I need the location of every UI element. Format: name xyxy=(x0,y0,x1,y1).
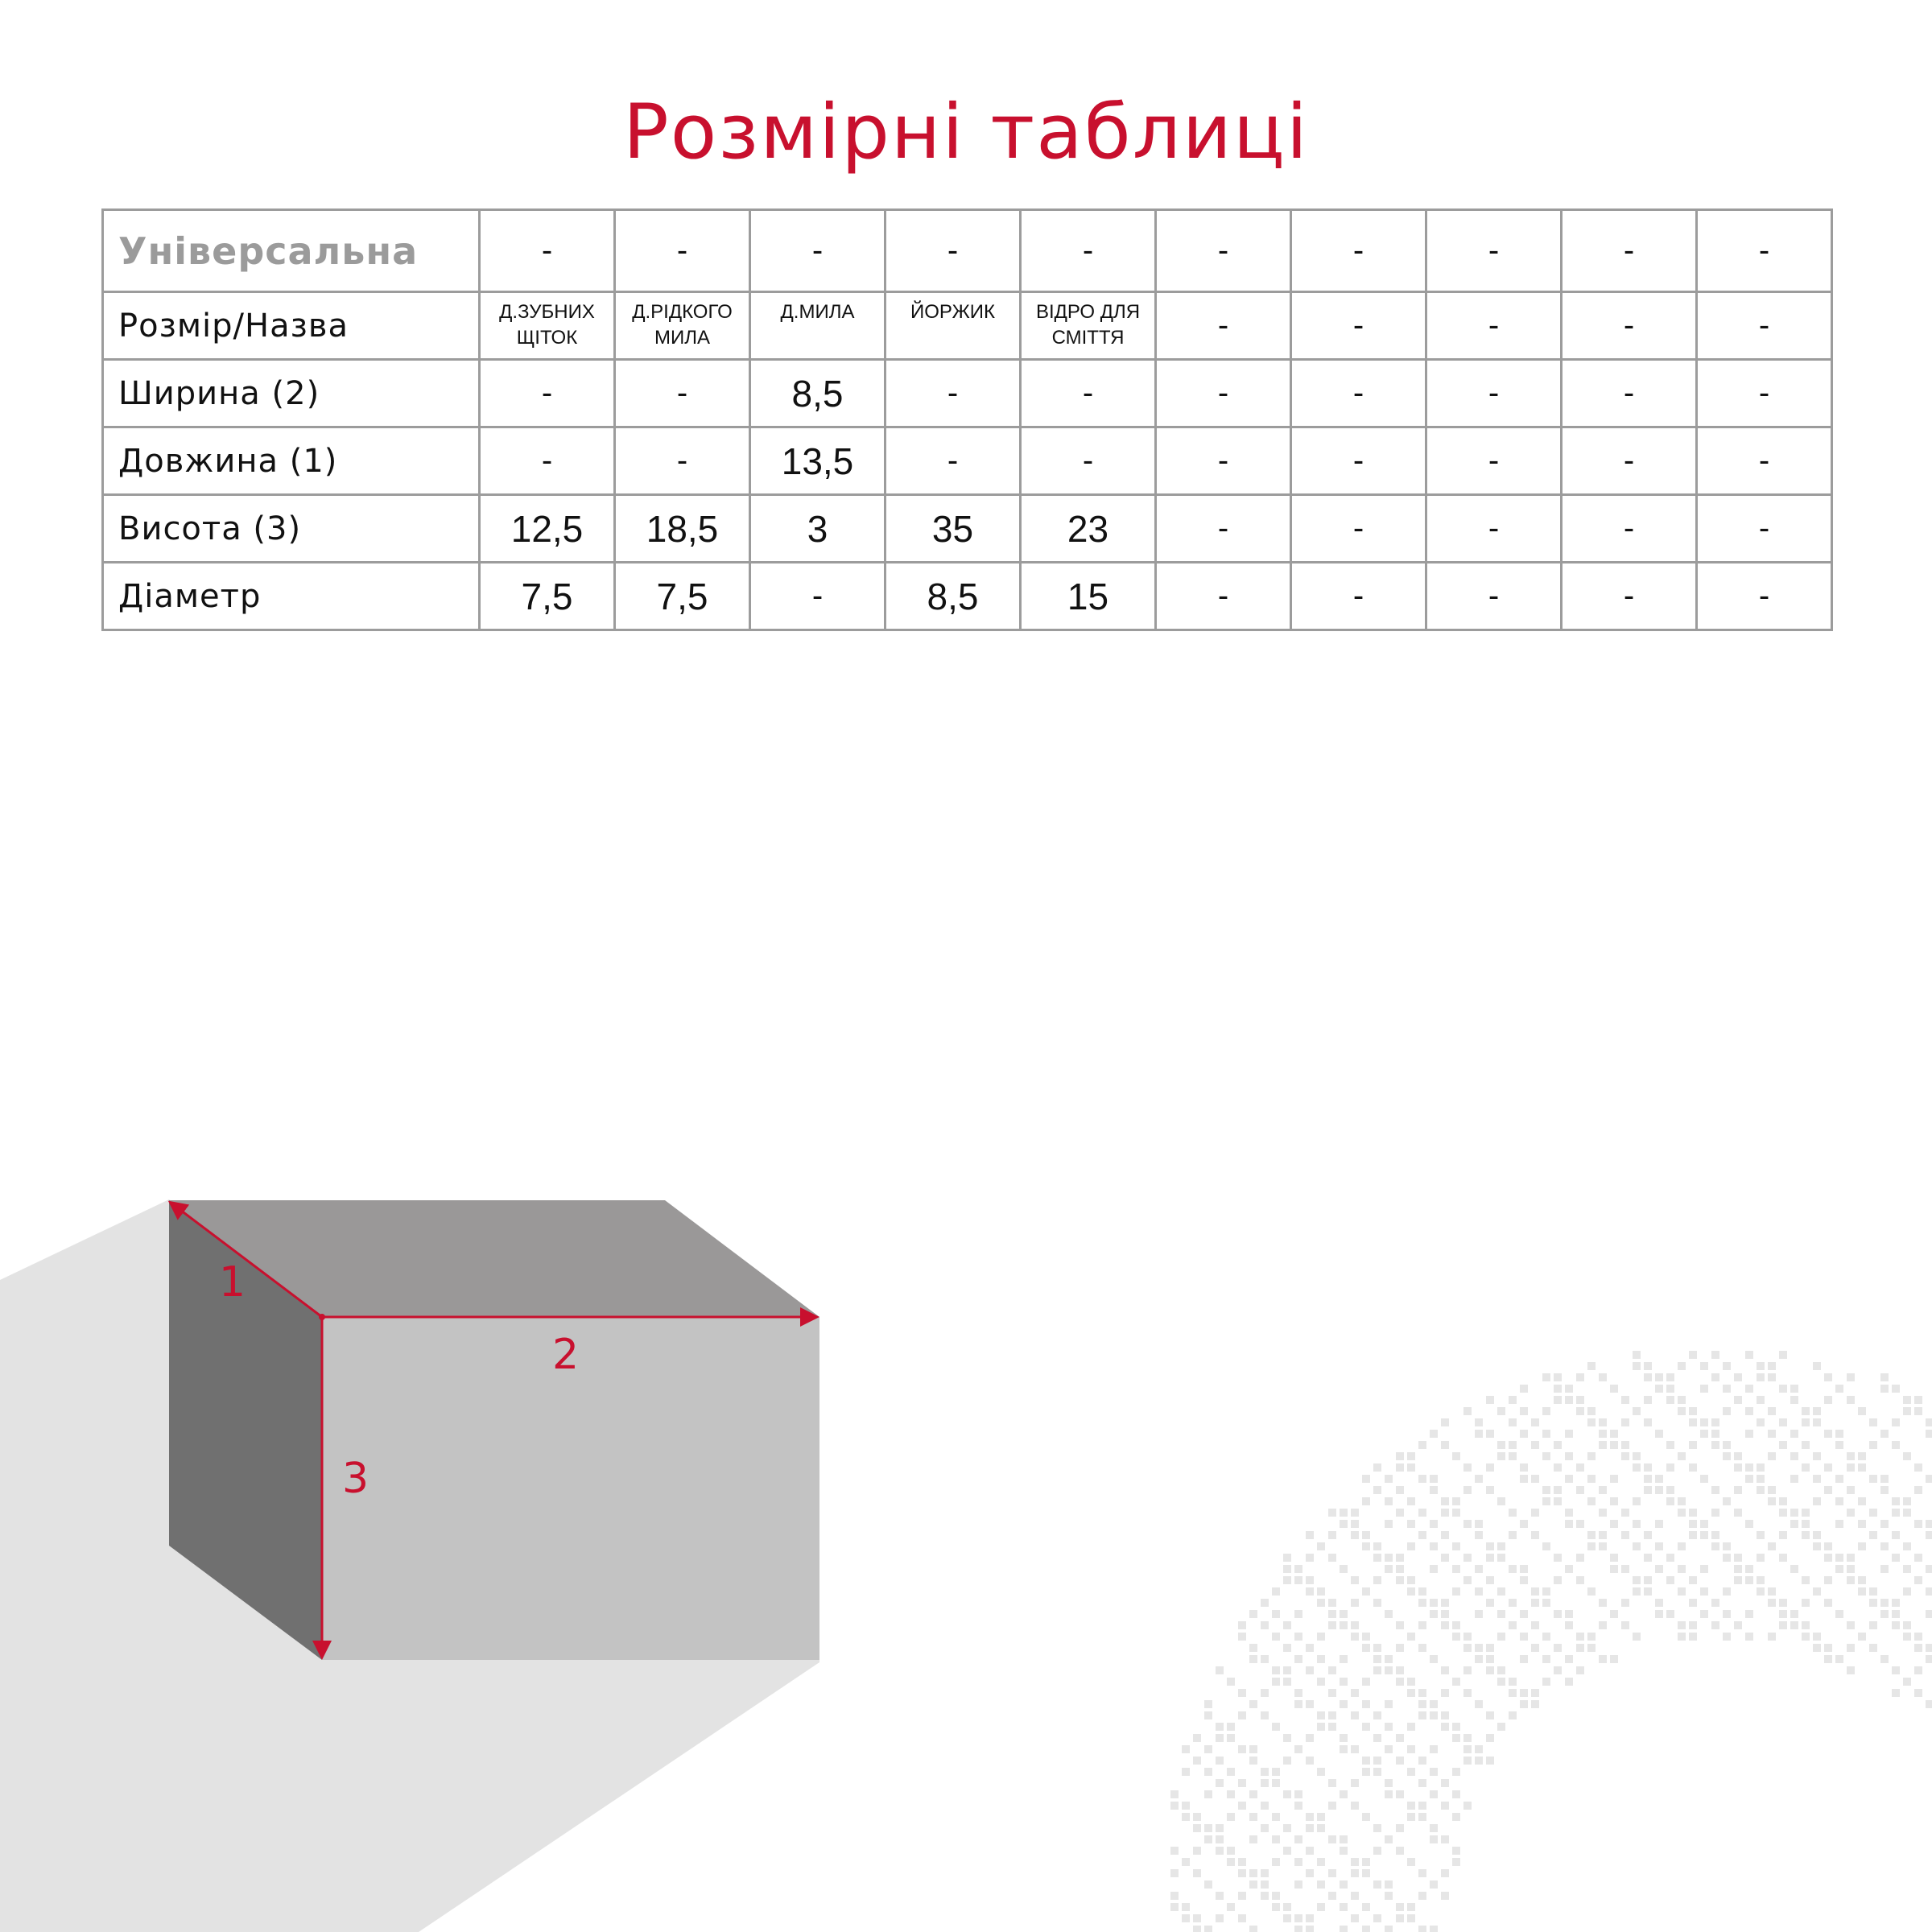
pattern-stitches xyxy=(1170,1351,1932,1932)
dimension-label-3: 3 xyxy=(342,1455,369,1503)
table-cell: - xyxy=(615,210,750,292)
product-name-cell xyxy=(480,292,615,360)
table-cell: 8,5 xyxy=(750,360,886,427)
product-name-line: ЩІТОК xyxy=(516,327,578,349)
table-cell: - xyxy=(1697,210,1832,292)
table-cell: - xyxy=(750,563,886,630)
table-cell: - xyxy=(1021,360,1156,427)
product-name-line: Д.РІДКОГО xyxy=(632,301,733,323)
table-row-names xyxy=(103,292,1832,360)
table-cell: - xyxy=(1426,427,1562,495)
table-cell: - xyxy=(1426,563,1562,630)
table-cell: - xyxy=(886,210,1021,292)
table-cell: - xyxy=(1156,210,1291,292)
table-cell: 12,5 xyxy=(480,495,615,563)
table-cell: - xyxy=(1291,563,1426,630)
embroidery-pattern-decoration xyxy=(1159,1159,1932,1932)
table-cell: - xyxy=(1156,495,1291,563)
table-cell: - xyxy=(1426,292,1562,360)
table-cell: - xyxy=(1562,360,1697,427)
table-cell: 7,5 xyxy=(615,563,750,630)
table-cell: - xyxy=(886,427,1021,495)
table-row-universal xyxy=(103,210,1832,292)
table-cell: - xyxy=(1697,495,1832,563)
table-cell: - xyxy=(1021,210,1156,292)
table-cell: 8,5 xyxy=(886,563,1021,630)
dimension-label-2: 2 xyxy=(552,1331,580,1379)
row-label: Висота (3) xyxy=(103,495,480,563)
product-name-line: ВІДРО ДЛЯ xyxy=(1035,301,1141,323)
table-cell: - xyxy=(615,360,750,427)
table-cell: - xyxy=(1562,563,1697,630)
row-label: Діаметр xyxy=(103,563,480,630)
table-cell: - xyxy=(1291,210,1426,292)
table-cell: - xyxy=(480,427,615,495)
table-cell: - xyxy=(1156,563,1291,630)
product-name-line: Д.МИЛА xyxy=(780,301,855,323)
size-table xyxy=(101,208,1833,631)
table-cell: - xyxy=(615,427,750,495)
table-cell: - xyxy=(1562,495,1697,563)
row-label: Універсальна xyxy=(103,210,480,292)
product-name-line: МИЛА xyxy=(654,327,710,349)
table-cell: - xyxy=(1697,292,1832,360)
table-cell: - xyxy=(1697,360,1832,427)
table-cell: - xyxy=(750,210,886,292)
dimension-label-1: 1 xyxy=(219,1258,246,1307)
table-cell: - xyxy=(1562,210,1697,292)
table-cell: - xyxy=(1291,495,1426,563)
table-cell: 35 xyxy=(886,495,1021,563)
table-cell: - xyxy=(1697,563,1832,630)
row-label: Розмір/Назва xyxy=(103,292,480,360)
table-cell: - xyxy=(1426,495,1562,563)
table-cell: 18,5 xyxy=(615,495,750,563)
product-name-cell xyxy=(615,292,750,360)
table-cell: - xyxy=(480,210,615,292)
table-cell: - xyxy=(1291,292,1426,360)
product-name-cell xyxy=(886,292,1021,360)
table-row xyxy=(103,495,1832,563)
table-cell: - xyxy=(1156,360,1291,427)
product-name-cell xyxy=(1021,292,1156,360)
table-cell: - xyxy=(1426,360,1562,427)
table-row xyxy=(103,427,1832,495)
table-row xyxy=(103,360,1832,427)
table-cell: - xyxy=(1156,292,1291,360)
row-label: Ширина (2) xyxy=(103,360,480,427)
product-name-line: СМІТТЯ xyxy=(1051,327,1125,349)
table-cell: - xyxy=(480,360,615,427)
product-name-line: Д.ЗУБНИХ xyxy=(499,301,595,323)
table-cell: 13,5 xyxy=(750,427,886,495)
table-cell: - xyxy=(1562,292,1697,360)
product-name-line: ЙОРЖИК xyxy=(910,301,996,323)
table-cell: - xyxy=(1426,210,1562,292)
table-row xyxy=(103,563,1832,630)
table-cell: - xyxy=(1156,427,1291,495)
table-cell: 15 xyxy=(1021,563,1156,630)
table-cell: - xyxy=(1291,427,1426,495)
row-label: Довжина (1) xyxy=(103,427,480,495)
table-cell: - xyxy=(1562,427,1697,495)
table-cell: - xyxy=(1697,427,1832,495)
table-cell: - xyxy=(1021,427,1156,495)
table-cell: - xyxy=(1291,360,1426,427)
box-diagram xyxy=(0,1127,886,1932)
table-cell: 7,5 xyxy=(480,563,615,630)
table-cell: 23 xyxy=(1021,495,1156,563)
table-cell: - xyxy=(886,360,1021,427)
page-title: Розмірні таблиці xyxy=(623,89,1309,176)
product-name-cell xyxy=(750,292,886,360)
table-cell: 3 xyxy=(750,495,886,563)
